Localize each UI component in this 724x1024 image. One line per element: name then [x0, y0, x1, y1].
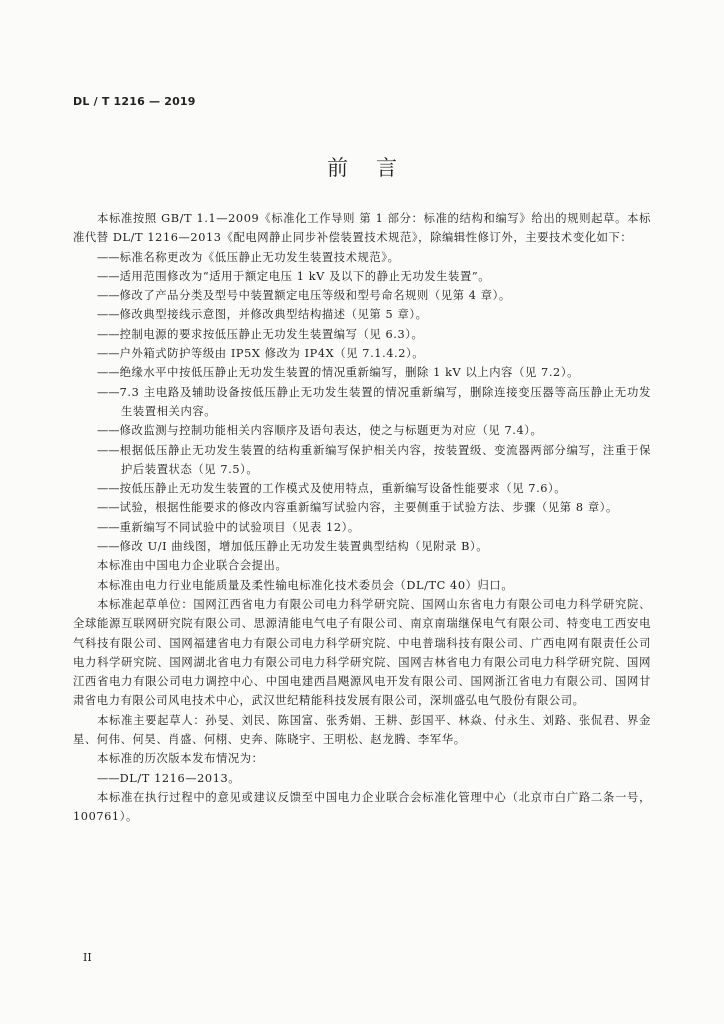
history-intro-paragraph: 本标准的历次版本发布情况为：: [97, 752, 264, 766]
change-item-text: 按低压静止无功发生装置的工作模式及使用特点，重新编写设备性能要求（见 7.6）。: [119, 482, 567, 496]
change-item-text: 修改了产品分类及型号中装置额定电压等级和型号命名规则（见第 4 章）。: [119, 289, 511, 303]
dash-mark: ——: [97, 520, 120, 534]
dash-mark: ——: [97, 424, 120, 438]
dash-mark: ——: [97, 347, 120, 361]
change-item-text: 修改监测与控制功能相关内容顺序及语句表达，使之与标题更为对应（见 7.4）。: [119, 424, 543, 438]
change-item-text: 标准名称更改为《低压静止无功发生装置技术规范》。: [119, 250, 400, 264]
dash-mark: ——: [97, 366, 120, 380]
drafters-paragraph: 本标准主要起草人：孙旻、刘民、陈国富、张秀娟、王耕、彭国平、林焱、付永生、刘路、张侃君、界金星、何伟、何昊、肖盛、何栩、史奔、陈晓宇、王明松、赵龙腾、李军华。: [73, 713, 651, 747]
change-item: [73, 421, 651, 440]
change-item-text: 户外箱式防护等级由 IP5X 修改为 IP4X（见 7.1.4.2）。: [119, 347, 425, 361]
dash-mark: ——: [97, 501, 120, 515]
change-item-text: 根据低压静止无功发生装置的结构重新编写保护相关内容，按装置级、变流器两部分编写，注重于保护后装置状态（见 7.5）。: [119, 443, 651, 476]
dash-mark: ——: [97, 250, 120, 264]
history-item-text: DL/T 1216—2013。: [119, 771, 241, 785]
history-item: [73, 769, 651, 788]
committee-paragraph: 本标准由电力行业电能质量及柔性输电标准化技术委员会（DL/TC 40）归口。: [97, 578, 514, 592]
dash-mark: ——: [97, 327, 120, 341]
feedback-paragraph: 本标准在执行过程中的意见或建议反馈至中国电力企业联合会标准化管理中心（北京市白广路二条一号，100761）。: [73, 790, 651, 824]
standard-code: DL / T 1216 — 2019: [73, 95, 196, 108]
change-item: [73, 383, 651, 422]
change-item-text: 控制电源的要求按低压静止无功发生装置编写（见 6.3）。: [119, 327, 424, 341]
change-item: [73, 267, 651, 286]
change-item-text: 绝缘水平中按低压静止无功发生装置的情况重新编写，删除 1 kV 以上内容（见 7.2）。: [119, 366, 579, 380]
dash-mark: ——: [97, 289, 120, 303]
drafting-units-paragraph: 本标准起草单位：国网江西省电力有限公司电力科学研究院、国网山东省电力有限公司电力科学研究院、全球能源互联网研究院有限公司、思源清能电气电子有限公司、南京南瑞继保电气有限公司、特变电工西安电气科技有限公司、国网福建省电力有限公司电力科学研究院、中电普瑞科技有限公司、广西电网有限责任公司电力科学研究院、国网湖北省电力有限公司电力科学研究院、国网吉林省电力有限公司电力科学研究院、国网江西省电力有限公司电力调控中心、中国电建西昌飓源风电开发有限公司、国网浙江省电力有限公司、国网甘肃省电力有限公司风电技术中心，武汉世纪精能科技发展有限公司，深圳盛弘电气股份有限公司。: [73, 597, 651, 708]
change-item: [73, 498, 651, 517]
dash-mark: ——: [97, 269, 120, 283]
change-item: [73, 344, 651, 363]
dash-mark: ——: [97, 385, 120, 399]
change-item: [73, 325, 651, 344]
dash-mark: ——: [97, 482, 120, 496]
dash-mark: ——: [97, 443, 120, 457]
dash-mark: ——: [97, 308, 120, 322]
change-item: [73, 518, 651, 537]
history-list: [73, 769, 651, 788]
change-item: [73, 537, 651, 556]
change-item: [73, 305, 651, 324]
document-body: [73, 209, 651, 827]
changes-list: [73, 248, 651, 557]
change-item: [73, 479, 651, 498]
change-item: [73, 363, 651, 382]
change-item-text: 试验，根据性能要求的修改内容重新编写试验内容，主要侧重于试验方法、步骤（见第 8 章）。: [119, 501, 618, 515]
page-number: II: [83, 951, 92, 964]
change-item-text: 重新编写不同试验中的试验项目（见表 12）。: [119, 520, 360, 534]
change-item: [73, 441, 651, 480]
dash-mark: ——: [97, 771, 120, 785]
dash-mark: ——: [97, 540, 120, 554]
change-item: [73, 248, 651, 267]
change-item-text: 适用范围修改为“适用于额定电压 1 kV 及以下的静止无功发生装置”。: [119, 269, 491, 283]
intro-paragraph: 本标准按照 GB/T 1.1—2009《标准化工作导则 第 1 部分：标准的结构和编写》给出的规则起草。本标准代替 DL/T 1216—2013《配电网静止同步补偿装置技术规范》，除编辑性修订外，主要技术变化如下：: [73, 212, 651, 245]
change-item-text: 修改 U/I 曲线图，增加低压静止无功发生装置典型结构（见附录 B）。: [119, 540, 489, 554]
change-item-text: 7.3 主电路及辅助设备按低压静止无功发生装置的情况重新编写，删除连接变压器等高压静止无功发生装置相关内容。: [119, 385, 651, 418]
proposer-paragraph: 本标准由中国电力企业联合会提出。: [97, 559, 288, 573]
change-item: [73, 286, 651, 305]
page-title: 前言: [327, 156, 425, 180]
change-item-text: 修改典型接线示意图，并修改典型结构描述（见第 5 章）。: [119, 308, 428, 322]
